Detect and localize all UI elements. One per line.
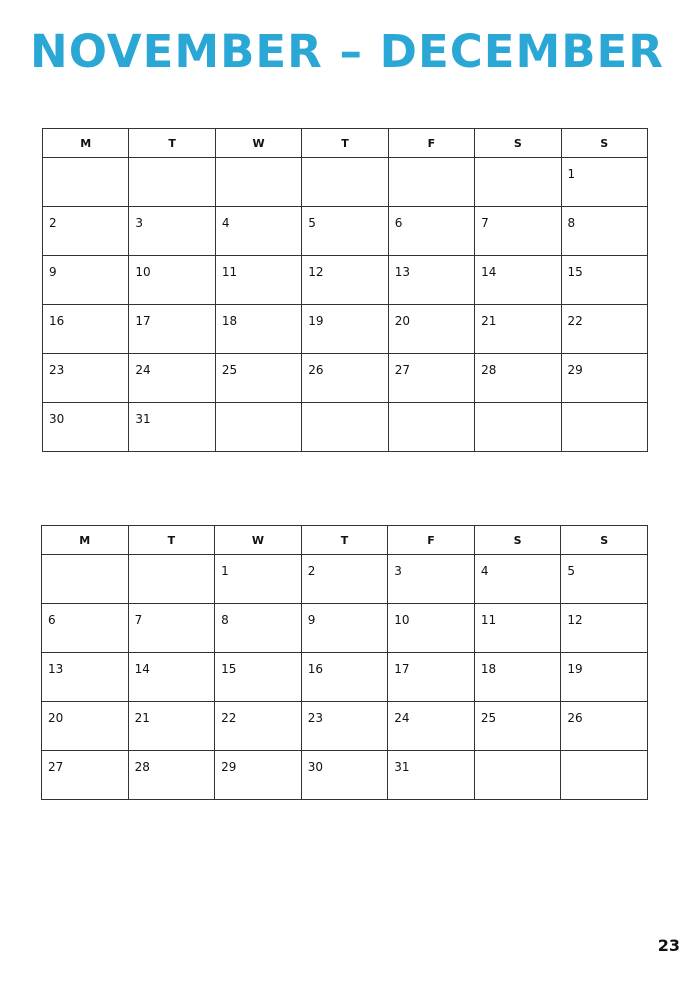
day-cell: 18: [215, 305, 301, 354]
weekday-header: T: [301, 526, 388, 555]
week-row: [43, 403, 648, 452]
empty-day-cell: [475, 158, 561, 207]
week-row: [43, 256, 648, 305]
empty-day-cell: [388, 158, 474, 207]
week-row: [43, 158, 648, 207]
week-row: [42, 653, 648, 702]
day-cell: 23: [301, 702, 388, 751]
weekday-header: W: [215, 129, 301, 158]
day-cell: 13: [42, 653, 129, 702]
weekday-header: S: [561, 526, 648, 555]
day-cell: 20: [42, 702, 129, 751]
day-cell: 11: [474, 604, 561, 653]
page-number: 23: [657, 936, 680, 955]
weekday-header: T: [302, 129, 388, 158]
day-cell: 4: [474, 555, 561, 604]
day-cell: 31: [388, 751, 475, 800]
empty-day-cell: [561, 751, 648, 800]
week-row: [42, 751, 648, 800]
day-cell: 30: [43, 403, 129, 452]
weekday-header: F: [388, 129, 474, 158]
day-cell: 22: [215, 702, 302, 751]
weekday-header: F: [388, 526, 475, 555]
day-cell: 25: [474, 702, 561, 751]
calendar-grid-1: [42, 128, 648, 452]
empty-day-cell: [302, 158, 388, 207]
day-cell: 8: [215, 604, 302, 653]
week-row: [43, 305, 648, 354]
day-cell: 22: [561, 305, 647, 354]
empty-day-cell: [475, 403, 561, 452]
weekday-header: M: [43, 129, 129, 158]
weekday-header: W: [215, 526, 302, 555]
day-cell: 24: [129, 354, 215, 403]
day-cell: 18: [474, 653, 561, 702]
weekday-header-row: [42, 526, 648, 555]
day-cell: 2: [43, 207, 129, 256]
day-cell: 27: [42, 751, 129, 800]
weekday-header: T: [129, 129, 215, 158]
day-cell: 23: [43, 354, 129, 403]
weekday-header-row: [43, 129, 648, 158]
day-cell: 4: [215, 207, 301, 256]
day-cell: 1: [215, 555, 302, 604]
day-cell: 26: [561, 702, 648, 751]
day-cell: 6: [42, 604, 129, 653]
day-cell: 19: [302, 305, 388, 354]
day-cell: 16: [301, 653, 388, 702]
week-row: [42, 702, 648, 751]
day-cell: 12: [561, 604, 648, 653]
empty-day-cell: [302, 403, 388, 452]
day-cell: 28: [128, 751, 215, 800]
calendar-grid-2: [41, 525, 648, 800]
empty-day-cell: [215, 158, 301, 207]
day-cell: 15: [215, 653, 302, 702]
day-cell: 10: [388, 604, 475, 653]
day-cell: 7: [475, 207, 561, 256]
weekday-header: M: [42, 526, 129, 555]
page-title: NOVEMBER – DECEMBER: [30, 25, 664, 78]
day-cell: 17: [388, 653, 475, 702]
weekday-header: S: [561, 129, 647, 158]
day-cell: 20: [388, 305, 474, 354]
day-cell: 24: [388, 702, 475, 751]
day-cell: 13: [388, 256, 474, 305]
weekday-header: T: [128, 526, 215, 555]
week-row: [42, 555, 648, 604]
day-cell: 5: [561, 555, 648, 604]
empty-day-cell: [128, 555, 215, 604]
day-cell: 31: [129, 403, 215, 452]
empty-day-cell: [43, 158, 129, 207]
day-cell: 14: [128, 653, 215, 702]
day-cell: 16: [43, 305, 129, 354]
weekday-header: S: [475, 129, 561, 158]
day-cell: 21: [128, 702, 215, 751]
day-cell: 6: [388, 207, 474, 256]
day-cell: 9: [43, 256, 129, 305]
day-cell: 12: [302, 256, 388, 305]
day-cell: 25: [215, 354, 301, 403]
week-row: [43, 207, 648, 256]
day-cell: 26: [302, 354, 388, 403]
empty-day-cell: [561, 403, 647, 452]
empty-day-cell: [215, 403, 301, 452]
day-cell: 2: [301, 555, 388, 604]
day-cell: 19: [561, 653, 648, 702]
weekday-header: S: [474, 526, 561, 555]
day-cell: 11: [215, 256, 301, 305]
empty-day-cell: [388, 403, 474, 452]
day-cell: 7: [128, 604, 215, 653]
day-cell: 30: [301, 751, 388, 800]
empty-day-cell: [129, 158, 215, 207]
day-cell: 9: [301, 604, 388, 653]
day-cell: 8: [561, 207, 647, 256]
empty-day-cell: [42, 555, 129, 604]
day-cell: 3: [388, 555, 475, 604]
day-cell: 21: [475, 305, 561, 354]
day-cell: 29: [215, 751, 302, 800]
week-row: [43, 354, 648, 403]
day-cell: 28: [475, 354, 561, 403]
day-cell: 10: [129, 256, 215, 305]
day-cell: 29: [561, 354, 647, 403]
day-cell: 15: [561, 256, 647, 305]
day-cell: 27: [388, 354, 474, 403]
day-cell: 1: [561, 158, 647, 207]
day-cell: 3: [129, 207, 215, 256]
day-cell: 17: [129, 305, 215, 354]
day-cell: 5: [302, 207, 388, 256]
week-row: [42, 604, 648, 653]
empty-day-cell: [474, 751, 561, 800]
day-cell: 14: [475, 256, 561, 305]
